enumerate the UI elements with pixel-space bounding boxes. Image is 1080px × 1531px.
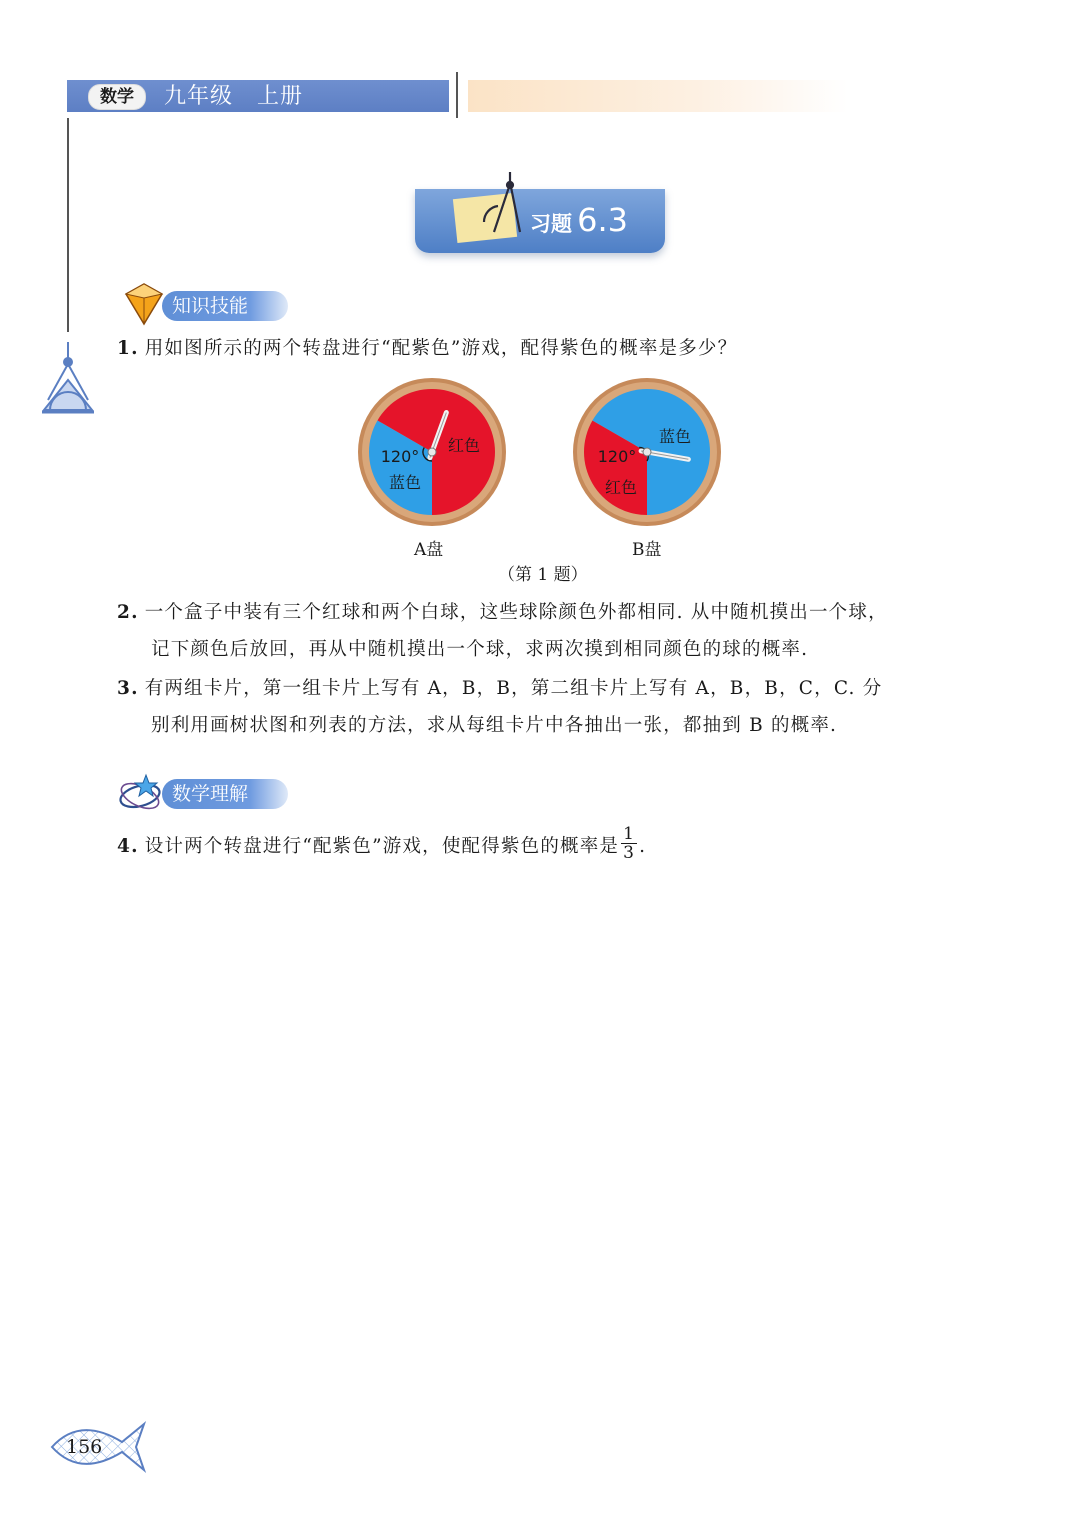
star-orbit-icon [116, 772, 166, 814]
problem-2 [117, 594, 977, 668]
fraction-denominator: 3 [623, 842, 636, 863]
problem-text-end: . [639, 836, 647, 857]
spinner-b [571, 376, 723, 528]
figure-caption: （第 1 题） [498, 565, 588, 585]
section-tag-skills: 知识技能 [162, 291, 288, 321]
problem-number: 4. [117, 836, 139, 857]
exercise-title [530, 200, 628, 240]
problem-text-line2: 别利用画树状图和列表的方法，求从每组卡片中各抽出一张，都抽到 B 的概率. [151, 715, 838, 736]
spinner-red-label: 红色 [447, 436, 481, 455]
spinner-blue-label: 蓝色 [388, 473, 422, 492]
fraction [621, 825, 637, 862]
spinner-a [356, 376, 508, 528]
problem-text: 用如图所示的两个转盘进行“配紫色”游戏，配得紫色的概率是多少？ [144, 338, 738, 359]
problem-1 [117, 330, 977, 367]
spinner-red-label: 红色 [604, 478, 638, 497]
section-tag-understanding: 数学理解 [162, 779, 288, 809]
exercise-number: 6.3 [577, 201, 628, 239]
problem-4 [117, 823, 977, 866]
subject-badge: 数学 [88, 84, 146, 110]
compass-icon [476, 170, 532, 242]
grade-label: 九年级 上册 [164, 84, 303, 109]
spinner-b-caption: B盘 [632, 540, 662, 560]
problem-text-line1: 有两组卡片，第一组卡片上写有 A，B，B，第二组卡片上写有 A，B，B，C，C. 分 [144, 678, 883, 699]
problem-number: 3. [117, 678, 139, 699]
header-decoration [468, 80, 848, 112]
problem-text-line2: 记下颜色后放回，再从中随机摸出一个球，求两次摸到相同颜色的球的概率. [151, 639, 809, 660]
spinner-angle-label: 120° [597, 447, 637, 466]
margin-line [67, 118, 69, 332]
problem-text-line1: 一个盒子中装有三个红球和两个白球，这些球除颜色外都相同. 从中随机摸出一个球， [144, 602, 888, 623]
compass-triangle-icon [38, 340, 98, 416]
problem-text: 设计两个转盘进行“配紫色”游戏，使配得紫色的概率是 [144, 836, 620, 857]
spinner-a-caption: A盘 [414, 540, 444, 560]
spinner-blue-label: 蓝色 [658, 427, 692, 446]
problem-number: 1. [117, 338, 139, 359]
fraction-numerator: 1 [623, 823, 636, 844]
page-number: 156 [66, 1436, 103, 1458]
header-divider [456, 72, 458, 118]
exercise-label: 习题 [530, 212, 572, 236]
spinner-angle-label: 120° [380, 447, 420, 466]
diamond-icon [122, 280, 166, 326]
problem-number: 2. [117, 602, 139, 623]
problem-3 [117, 670, 977, 744]
